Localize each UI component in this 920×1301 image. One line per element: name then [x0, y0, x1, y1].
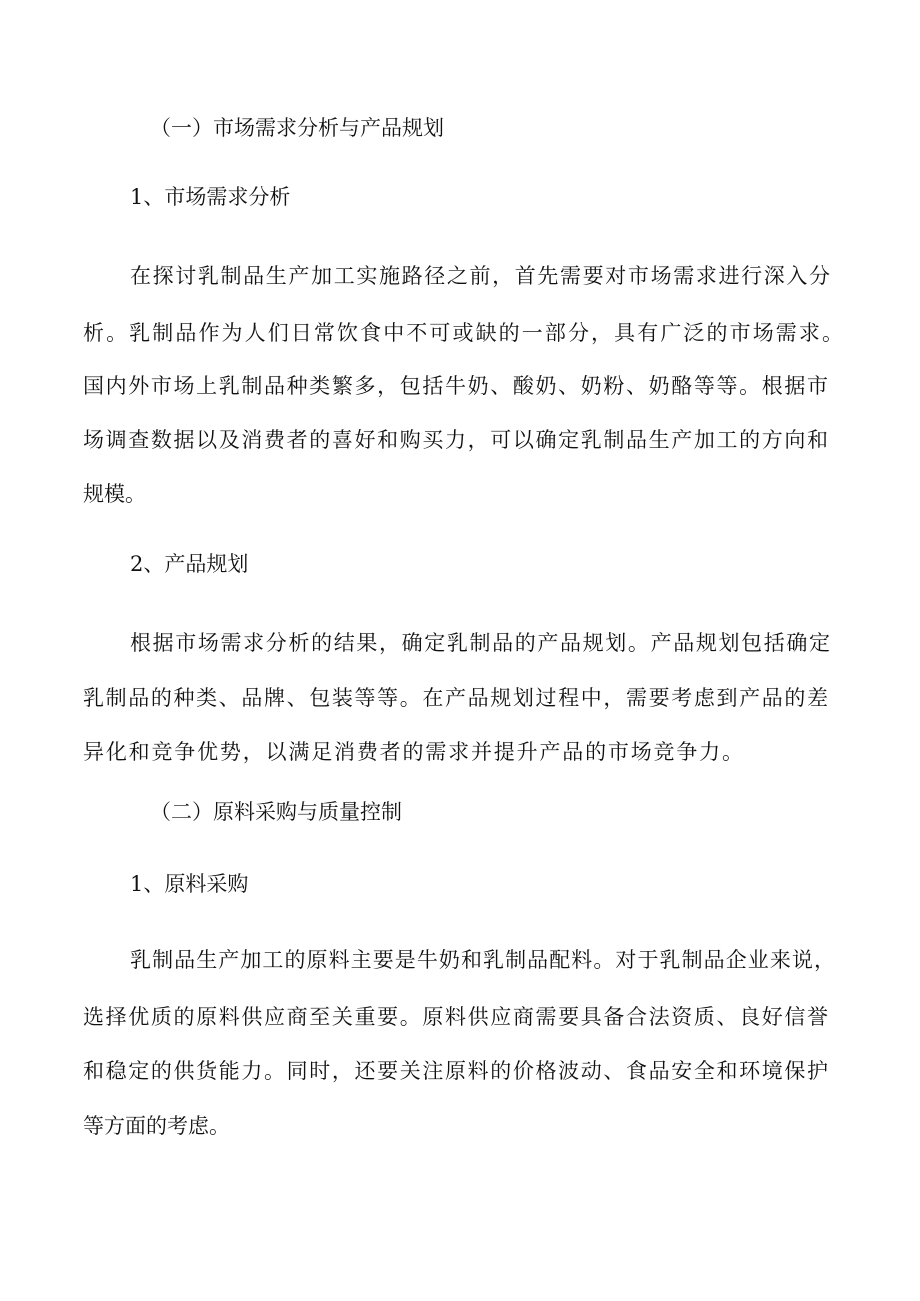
paragraph-line: 国内外市场上乳制品种类繁多，包括牛奶、酸奶、奶粉、奶酪等等。根据市 — [83, 374, 828, 398]
section-heading-2: （二）原料采购与质量控制 — [150, 800, 402, 824]
paragraph-line: 在探讨乳制品生产加工实施路径之前，首先需要对市场需求进行深入分 — [130, 264, 830, 288]
subsection-heading-product-planning: 2、产品规划 — [130, 552, 249, 576]
section-heading-1: （一）市场需求分析与产品规划 — [150, 116, 444, 140]
paragraph-line: 根据市场需求分析的结果，确定乳制品的产品规划。产品规划包括确定 — [130, 631, 830, 655]
paragraph-line: 异化和竞争优势，以满足消费者的需求并提升产品的市场竞争力。 — [83, 740, 743, 764]
paragraph-line: 和稳定的供货能力。同时，还要关注原料的价格波动、食品安全和环境保护 — [83, 1059, 828, 1083]
paragraph-line: 选择优质的原料供应商至关重要。原料供应商需要具备合法资质、良好信誉 — [83, 1005, 828, 1029]
subsection-heading-market-demand: 1、市场需求分析 — [130, 185, 291, 209]
paragraph-line: 析。乳制品作为人们日常饮食中不可或缺的一部分，具有广泛的市场需求。 — [83, 321, 843, 345]
paragraph-line: 场调查数据以及消费者的喜好和购买力，可以确定乳制品生产加工的方向和 — [83, 428, 828, 452]
paragraph-line: 乳制品的种类、品牌、包装等等。在产品规划过程中，需要考虑到产品的差 — [83, 686, 828, 710]
paragraph-line: 规模。 — [83, 482, 146, 506]
paragraph-line: 乳制品生产加工的原料主要是牛奶和乳制品配料。对于乳制品企业来说， — [130, 948, 835, 972]
paragraph-line: 等方面的考虑。 — [83, 1114, 230, 1138]
subsection-heading-raw-material: 1、原料采购 — [130, 872, 249, 896]
